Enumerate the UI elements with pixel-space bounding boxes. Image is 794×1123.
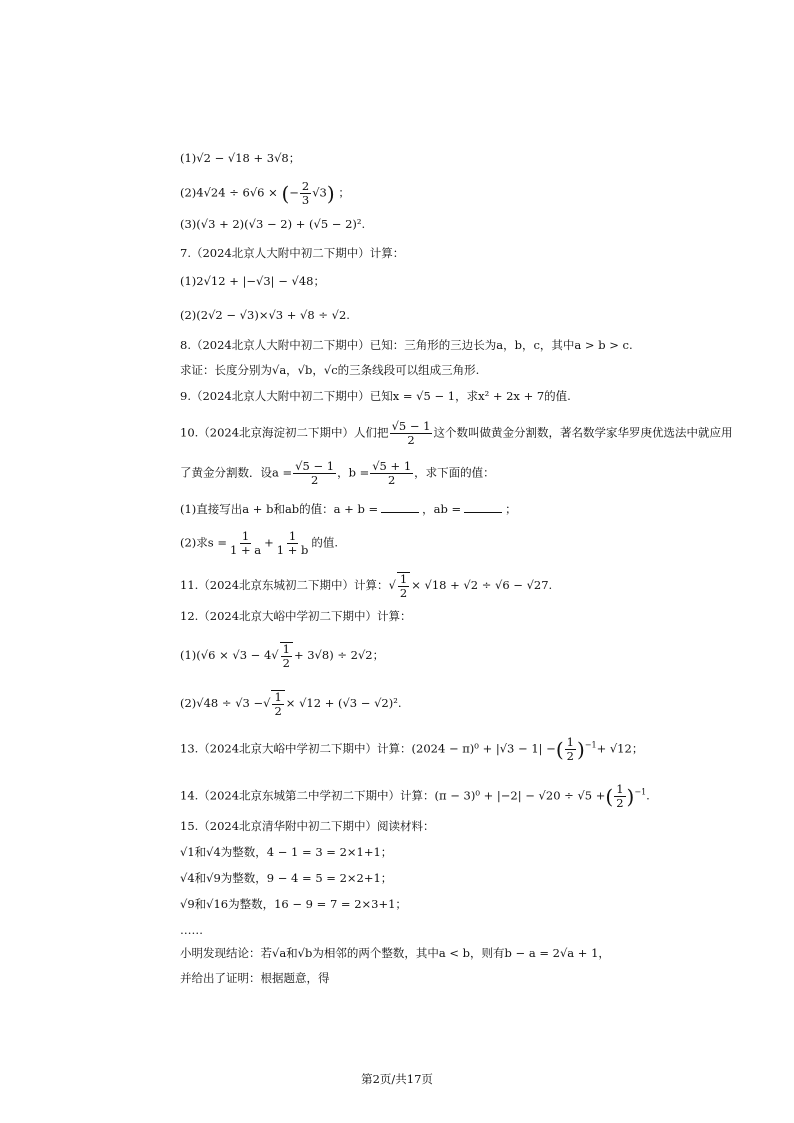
problem-10-heading: 10.（2024北京海淀初二下期中）人们把 $\frac{√5 - 1}{2}$ 这个数叫做黄金分割数，著名数学家华罗庚优选法中就应用 xyxy=(180,419,733,447)
answer-blank-2[interactable] xyxy=(464,512,502,513)
p6-2-lead: (2)4√24 ÷ 6√6 × xyxy=(180,185,278,200)
problem-7-part-1: (1)2√12 + |−√3| − √48； xyxy=(180,274,325,288)
half-fraction: $\frac{1}{2}$ xyxy=(566,735,574,763)
problem-12-part-2: (2)√48 ÷ √3 −√ $\frac{1}{2}$ × √12 + (√3 − √2)². xyxy=(180,690,402,718)
problem-15-line-3: √9和√16为整数，16 − 9 = 7 = 2×3+1； xyxy=(180,897,407,911)
half-fraction: $\frac{1}{2}$ xyxy=(616,782,624,810)
problem-12-heading: 12.（2024北京大峪中学初二下期中）计算： xyxy=(180,609,412,623)
problem-10-part-2: (2)求s = $\frac{1}{1 + a}$ + $\frac{1}{1 + b}$ 的值. xyxy=(180,529,339,557)
problem-6-part-1: (1)√2 − √18 + 3√8； xyxy=(180,151,301,165)
problem-6-part-3: (3)(√3 + 2)(√3 − 2) + (√5 − 2)². xyxy=(180,217,366,231)
problem-15-heading: 15.（2024北京清华附中初二下期中）阅读材料： xyxy=(180,819,435,833)
problem-14: 14.（2024北京东城第二中学初二下期中）计算：(π − 3)⁰ + |−2| − √20 ÷ √5 +( $\frac{1}{2}$ )$^{-1}$. xyxy=(180,782,650,810)
problem-15-proof-start: 并给出了证明：根据题意，得 xyxy=(180,971,330,985)
problem-6-part-2: (2)4√24 ÷ 6√6 × (− $\frac{2}{3}$ √3) ； xyxy=(180,179,350,207)
sqrt-half: $\frac{1}{2}$ xyxy=(271,690,284,718)
sqrt-half: $\frac{1}{2}$ xyxy=(280,642,293,670)
problem-9: 9.（2024北京人大附中初二下期中）已知x = √5 − 1，求x² + 2x + 7的值. xyxy=(180,389,571,403)
problem-12-part-1: (1)(√6 × √3 − 4√ $\frac{1}{2}$ + 3√8) ÷ 2√2； xyxy=(180,642,385,670)
problem-11: 11.（2024北京东城初二下期中）计算：√ $\frac{1}{2}$ × √18 + √2 ÷ √6 − √27. xyxy=(180,572,553,600)
problem-15-ellipsis: …… xyxy=(180,923,203,937)
problem-15-conclusion: 小明发现结论：若√a和√b为相邻的两个整数，其中a < b，则有b − a = 2√a + 1， xyxy=(180,946,610,960)
page-footer: 第2页/共17页 xyxy=(361,1072,433,1086)
a-fraction: $\frac{√5 - 1}{2}$ xyxy=(295,459,335,487)
paren-open: ( xyxy=(281,181,290,206)
problem-8-heading: 8.（2024北京人大附中初二下期中）已知：三角形的三边长为a，b，c，其中a > b > c. xyxy=(180,338,633,352)
problem-15-line-1: √1和√4为整数，4 − 1 = 3 = 2×1+1； xyxy=(180,845,393,859)
fraction: $\frac{2}{3}$ xyxy=(301,179,310,207)
p6-2-tail: ； xyxy=(338,185,350,200)
problem-15-line-2: √4和√9为整数，9 − 4 = 5 = 2×2+1； xyxy=(180,871,393,885)
sqrt-half: $\frac{1}{2}$ xyxy=(397,572,410,600)
problem-7-heading: 7.（2024北京人大附中初二下期中）计算： xyxy=(180,246,405,260)
problem-10-part-1: (1)直接写出a + b和ab的值：a + b = ，ab = ； xyxy=(180,502,517,516)
fraction-one-over-one-plus-a: $\frac{1}{1 + a}$ xyxy=(229,529,262,557)
problem-7-part-2: (2)(2√2 − √3)×√3 + √8 ÷ √2. xyxy=(180,308,350,322)
answer-blank-1[interactable] xyxy=(381,512,419,513)
problem-13: 13.（2024北京大峪中学初二下期中）计算：(2024 − π)⁰ + |√3 − 1| −( $\frac{1}{2}$ )$^{-1}$+ √12； xyxy=(180,735,644,763)
problem-10-body: 了黄金分割数．设a = $\frac{√5 - 1}{2}$ ，b = $\frac{√5 + 1}{2}$ ，求下面的值： xyxy=(180,459,495,487)
problem-8-body: 求证：长度分别为√a，√b，√c的三条线段可以组成三角形. xyxy=(180,363,480,377)
paren-close: ) xyxy=(326,181,335,206)
b-fraction: $\frac{√5 + 1}{2}$ xyxy=(372,459,412,487)
golden-ratio-fraction: $\frac{√5 - 1}{2}$ xyxy=(391,419,431,447)
fraction-one-over-one-plus-b: $\frac{1}{1 + b}$ xyxy=(276,529,309,557)
